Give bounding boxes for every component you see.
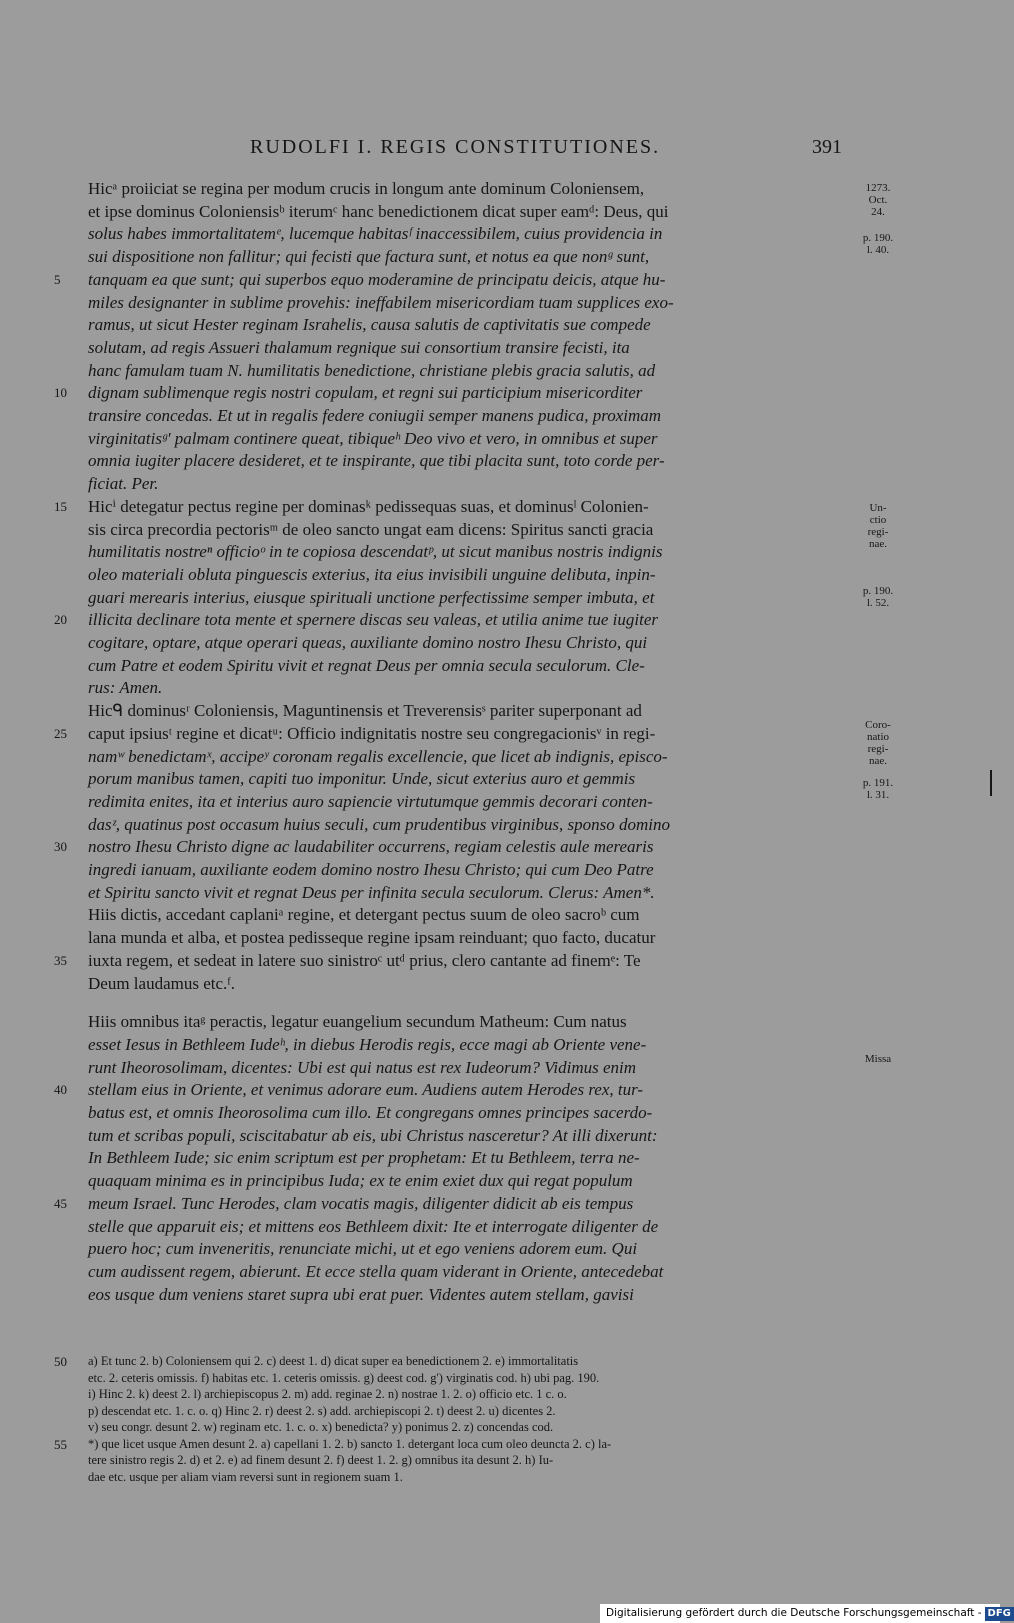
text-line: cum Patre et eodem Spiritu vivit et regnat Deus per omnia secula seculorum. Cle- — [88, 655, 645, 675]
margin-note-date: 1273. Oct. 24. — [865, 182, 891, 218]
footnote-line: p) descendat etc. 1. c. o. q) Hinc 2. r) deest 2. s) add. archiepiscopi 2. t) deest 2. u) dicentes 2. — [88, 1403, 556, 1418]
margin-note-missa: Missa — [864, 1053, 892, 1065]
text-line: humilitatis nostreⁿ officioᵒ in te copiosa descendatᵖ, ut sicut manibus nostris indignis — [88, 542, 663, 562]
text-line: dasᶻ, quatinus post occasum huius seculi, cum prudentibus virginibus, sponso domino — [88, 814, 670, 834]
text-line: solutam, ad regis Assueri thalamum regnique sui consortium transire fecisti, ita — [88, 337, 630, 357]
text-line: tum et scribas populi, sciscitabatur ab eis, ubi Christus nasceretur? At illi dixerunt: — [88, 1125, 658, 1145]
text-line: In Bethleem Iude; sic enim scriptum est per prophetam: Et tu Bethleem, terra ne- — [88, 1148, 640, 1168]
text-line: dignam sublimenque regis nostri copulam, et regni sui participium misericorditer — [88, 383, 643, 403]
text-line: transire concedas. Et ut in regalis federe coniugii semper manens pudica, proximam — [88, 406, 662, 425]
text-line: Hiis dictis, accedant caplaniᵃ regine, et detergant pectus suum de oleo sacroᵇ cum — [88, 905, 640, 925]
footnote-line: i) Hinc 2. k) deest 2. l) archiepiscopus 2. m) add. reginae 2. n) nostrae 1. 2. o) officio etc. 1 c. o. — [88, 1387, 567, 1401]
text-line: batus est, et omnis Iheorosolima cum illo. Et congregans omnes principes sacerdo- — [88, 1103, 653, 1122]
footnote-line: *) que licet usque Amen desunt 2. a) capellani 1. 2. b) sancto 1. detergant loca cum oleo deuncta 2. c) la- — [88, 1436, 612, 1451]
footnote-line: dae etc. usque per aliam viam reversi sunt in regionem suam 1. — [88, 1469, 403, 1484]
text-line: Hicⁱ detegatur pectus regine per dominasᵏ pedissequas suas, et dominusˡ Colonien- — [88, 496, 649, 516]
text-line: cum audissent regem, abierunt. Et ecce stella quam viderant in Oriente, antecedebat — [88, 1261, 664, 1281]
footnote-line-number: 55 — [54, 1436, 67, 1452]
text-line: sis circa precordia pectorisᵐ de oleo sancto ungat eam dicens: Spiritus sancti gracia — [88, 519, 654, 539]
line-number: 45 — [54, 1195, 67, 1211]
running-header — [0, 136, 1000, 168]
line-number: 5 — [54, 271, 61, 287]
text-line: esset Iesus in Bethleem Iudeʰ, in diebus Herodis regis, ecce magi ab Oriente vene- — [88, 1034, 647, 1054]
margin-note-ref-2: p. 190. l. 52. — [862, 585, 894, 609]
text-line: tanquam ea que sunt; qui superbos equo moderamine de principatu deicis, atque hu- — [88, 269, 666, 289]
margin-note-ref-3: p. 191. l. 31. — [862, 777, 894, 801]
text-line: runt Iheorosolimam, dicentes: Ubi est qui natus est rex Iudeorum? Vidimus enim — [88, 1057, 637, 1077]
footer-bar — [600, 1604, 1011, 1623]
text-line: stellam eius in Oriente, et venimus adorare eum. Audiens autem Herodes rex, tur- — [88, 1080, 644, 1100]
footnote-line: a) Et tunc 2. b) Coloniensem qui 2. c) deest 1. d) dicat super ea benedictionem 2. e) immortalitatis — [88, 1354, 579, 1368]
text-line: Deum laudamus etc.ᶠ. — [88, 973, 236, 993]
dfg-logo: DFG — [985, 1607, 1014, 1621]
text-line: hanc famulam tuam N. humilitatis benedictione, christiane plebis gracia salutis, ad — [88, 360, 656, 380]
margin-note-ref-1: p. 190. l. 40. — [862, 232, 894, 256]
text-line: ficiat. Per. — [88, 474, 159, 494]
line-number: 15 — [54, 498, 67, 514]
text-line: ingredi ianuam, auxiliante eodem domino nostro Ihesu Christo; qui cum Deo Patre — [88, 860, 654, 879]
text-line: Hiis omnibus itaᵍ peractis, legatur euangelium secundum Matheum: Cum natus — [88, 1012, 627, 1032]
text-line: nostro Ihesu Christo digne ac laudabiliter occurrens, regiam celestis aule merearis — [88, 837, 654, 857]
running-title: RUDOLFI I. REGIS CONSTITUTIONES. — [250, 136, 661, 158]
footnote-line: v) seu congr. desunt 2. w) reginam etc. 1. c. o. x) benedicta? y) ponimus 2. z) concendas cod. — [88, 1420, 554, 1434]
text-line: illicita declinare tota mente et spernere discas seu valeas, et utilia anime tue iugiter — [88, 610, 659, 630]
margin-note-unctio: Un- ctio regi- nae. — [867, 502, 889, 550]
footnote-line-number: 50 — [54, 1354, 67, 1369]
text-line: oleo materiali obluta pinguescis exterius, ita eius invisibili unguine delibuta, inpin- — [88, 564, 656, 584]
text-line: rus: Amen. — [88, 678, 163, 698]
text-line: et Spiritu sancto vivit et regnat Deus per infinita secula seculorum. Clerus: Amen*. — [88, 882, 655, 902]
text-line: Hicᑫ dominusʳ Coloniensis, Maguntinensis et Treverensisˢ pariter superponant ad — [88, 701, 642, 721]
text-line: cogitare, optare, atque operari queas, auxiliante domino nostro Ihesu Christo, qui — [88, 633, 648, 652]
text-line: caput ipsiusᵗ regine et dicatᵘ: Officio indignitatis nostre seu congregacionisᵛ in regi- — [88, 723, 656, 743]
margin-note-coronatio: Coro- natio regi- nae. — [865, 719, 891, 767]
text-line: omnia iugiter placere desideret, et te inspirante, que tibi placita sunt, toto corde per- — [88, 451, 665, 471]
text-line: virginitatisᵍ' palmam continere queat, tibiqueʰ Deo vivo et vero, in omnibus et super — [88, 428, 658, 448]
edge-marker — [990, 770, 992, 796]
line-number: 10 — [54, 385, 67, 401]
text-line: redimita enites, ita et interius auro sapiencie virtutumque gemmis decorari conten- — [88, 791, 653, 811]
text-line: miles designanter in sublime provehis: ineffabilem misericordiam tuam supplices exo- — [88, 292, 674, 312]
text-line: stelle que apparuit eis; et mittens eos Bethleem dixit: Ite et interrogate diligenter de — [88, 1216, 659, 1236]
text-line: namʷ benedictamˣ, accipeʸ coronam regalis excellencie, que licet ab indignis, episco- — [88, 746, 668, 766]
footer-text: Digitalisierung gefördert durch die Deutsche Forschungsgemeinschaft - — [606, 1607, 982, 1619]
line-number: 30 — [54, 839, 67, 855]
line-number: 35 — [54, 952, 67, 968]
text-line: solus habes immortalitatemᵉ, lucemque habitasᶠ inaccessibilem, cuius providencia in — [88, 224, 663, 244]
text-line: meum Israel. Tunc Herodes, clam vocatis magis, diligenter didicit ab eis tempus — [88, 1193, 634, 1213]
page-number: 391 — [812, 136, 842, 158]
text-line: sui dispositione non fallitur; qui fecisti que factura sunt, et notus ea que nonᵍ sunt, — [88, 247, 650, 267]
text-line: lana munda et alba, et postea pedisseque regine ipsam reinduant; quo facto, ducatur — [88, 928, 656, 948]
text-line: puero hoc; cum inveneritis, renunciate michi, ut et ego veniens adorem eum. Qui — [88, 1239, 638, 1259]
footnote-line: etc. 2. ceteris omissis. f) habitas etc. 1. ceteris omissis. g) deest cod. g') virginatis cod. h) ubi pag. 190. — [88, 1370, 600, 1385]
text-line: Hicᵃ proiiciat se regina per modum crucis in longum ante dominum Coloniensem, — [88, 179, 645, 198]
text-line: eos usque dum veniens staret supra ubi erat puer. Videntes autem stellam, gavisi — [88, 1284, 634, 1304]
text-line: iuxta regem, et sedeat in latere suo sinistroᶜ utᵈ prius, clero cantante ad finemᵉ: Te — [88, 950, 641, 970]
text-line: ramus, ut sicut Hester reginam Israhelis, causa salutis de captivitatis sue compede — [88, 315, 651, 335]
footnote-line: tere sinistro regis 2. d) et 2. e) ad finem desunt 2. f) deest 1. 2. g) omnibus ita desunt 2. h) Iu- — [88, 1453, 554, 1467]
line-number: 25 — [54, 725, 67, 741]
text-line: et ipse dominus Coloniensisᵇ iterumᶜ hanc benedictionem dicat super eamᵈ: Deus, qui — [88, 201, 669, 221]
text-line: quaquam minima es in principibus Iuda; ex te enim exiet dux qui regat populum — [88, 1171, 633, 1191]
line-number: 40 — [54, 1082, 67, 1098]
text-line: guari merearis interius, eiusque spirituali unctione perfectissime semper imbuta, et — [88, 587, 655, 607]
text-line: porum manibus tamen, capiti tuo imponitur. Unde, sicut exterius auro et gemmis — [88, 769, 636, 789]
line-number: 20 — [54, 612, 67, 628]
